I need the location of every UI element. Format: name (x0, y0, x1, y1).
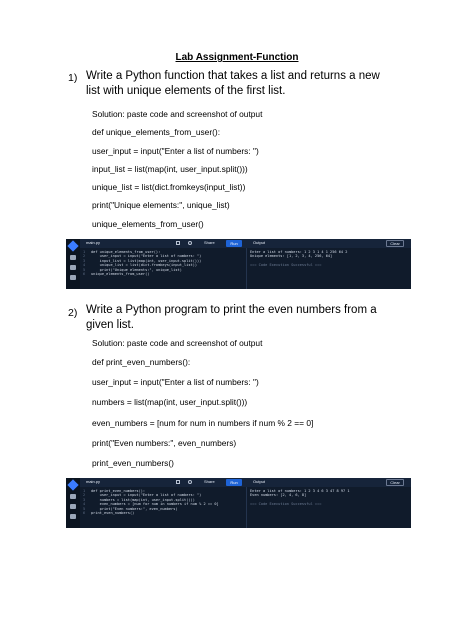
editor-line: 2 user_input = input("Enter a list of numbers: ") (83, 254, 202, 259)
output-line: Even numbers: [2, 4, 6, 8] (250, 493, 307, 498)
pane-divider (246, 248, 247, 289)
diamond-logo-icon (67, 240, 78, 251)
terminal-icon (70, 275, 76, 280)
file-tab: main.py (86, 240, 101, 245)
output-line: Unique elements: [1, 2, 3, 4, 256, 64] (250, 254, 333, 259)
chat-icon (70, 255, 76, 260)
editor-line: 1 def print_even_numbers(): (83, 489, 146, 493)
ide-sidebar (66, 239, 80, 289)
editor-line: 6 print_even_numbers() (83, 511, 135, 516)
ide-toolbar (80, 478, 411, 487)
question-text: Write a Python program to print the even numbers from a given list. (86, 304, 377, 331)
solution-label: Solution: paste code and screenshot of output (92, 109, 263, 119)
code-line: print("Even numbers:", even_numbers) (92, 438, 237, 448)
editor-line: 3 input_list = list(map(int, user_input.split())) (83, 258, 202, 263)
output-line: === Code Execution Successful === (250, 263, 322, 268)
code-editor (83, 489, 219, 515)
pane-divider (246, 487, 247, 528)
theme-icon (188, 241, 192, 245)
editor-line: 4 even_numbers = [num for num in numbers if num % 2 == 0] (83, 502, 219, 507)
share-label: Share (204, 479, 215, 484)
run-button: Run (226, 479, 242, 486)
code-line: input_list = list(map(int, user_input.split())) (92, 164, 248, 174)
question-number: 2) (68, 307, 78, 319)
ide-sidebar (66, 478, 80, 528)
gear-icon (70, 265, 76, 270)
code-line: unique_list = list(dict.fromkeys(input_list)) (92, 182, 246, 192)
theme-icon (188, 480, 192, 484)
output-console (250, 489, 350, 507)
gear-icon (70, 504, 76, 509)
code-line: even_numbers = [num for num in numbers if num % 2 == 0] (92, 418, 314, 428)
editor-line: 5 print("Unique elements:", unique_list) (83, 267, 182, 272)
fullscreen-icon (176, 480, 180, 484)
output-line: === Code Execution Successful === (250, 502, 322, 507)
code-line: unique_elements_from_user() (92, 219, 204, 229)
chat-icon (70, 494, 76, 499)
output-line: Enter a list of numbers: 1 2 3 4 6 3 47 8 97 1 (250, 489, 350, 493)
question-number: 1) (68, 72, 78, 84)
page-title: Lab Assignment-Function (175, 52, 299, 63)
clear-button: Clear (386, 479, 404, 486)
output-title: Output (253, 240, 266, 245)
editor-line: 4 unique_list = list(dict.fromkeys(input_list)) (83, 263, 198, 268)
fullscreen-icon (176, 241, 180, 245)
editor-line: 3 numbers = list(map(int, user_input.split())) (83, 497, 195, 502)
editor-line: 2 user_input = input("Enter a list of numbers: ") (83, 493, 202, 498)
output-title: Output (253, 479, 266, 484)
code-line: print_even_numbers() (92, 458, 174, 468)
code-line: def unique_elements_from_user(): (92, 127, 221, 137)
file-tab: main.py (86, 479, 101, 484)
editor-line: 5 print("Even numbers:", even_numbers) (83, 506, 178, 511)
code-line: user_input = input("Enter a list of numbers: ") (92, 377, 259, 387)
code-line: print("Unique elements:", unique_list) (92, 200, 230, 210)
ide-toolbar (80, 239, 411, 248)
terminal-icon (70, 514, 76, 519)
code-editor (83, 250, 201, 276)
clear-button: Clear (386, 240, 404, 247)
question-text: Write a Python function that takes a list and returns a new list with unique elements of the first list. (86, 70, 380, 97)
editor-line: 1 def unique_elements_from_user(): (83, 250, 161, 254)
solution-label: Solution: paste code and screenshot of output (92, 338, 263, 348)
share-label: Share (204, 240, 215, 245)
run-button: Run (226, 240, 242, 247)
ide-screenshot (66, 239, 411, 289)
code-line: user_input = input("Enter a list of numbers: ") (92, 146, 259, 156)
output-line: Enter a list of numbers: 1 2 3 1 4 1 256 64 2 (250, 250, 348, 254)
code-line: numbers = list(map(int, user_input.split())) (92, 397, 248, 407)
code-line: def print_even_numbers(): (92, 357, 191, 367)
output-console (250, 250, 347, 268)
editor-line: 6 unique_elements_from_user() (83, 272, 150, 277)
diamond-logo-icon (67, 479, 78, 490)
ide-screenshot (66, 478, 411, 528)
